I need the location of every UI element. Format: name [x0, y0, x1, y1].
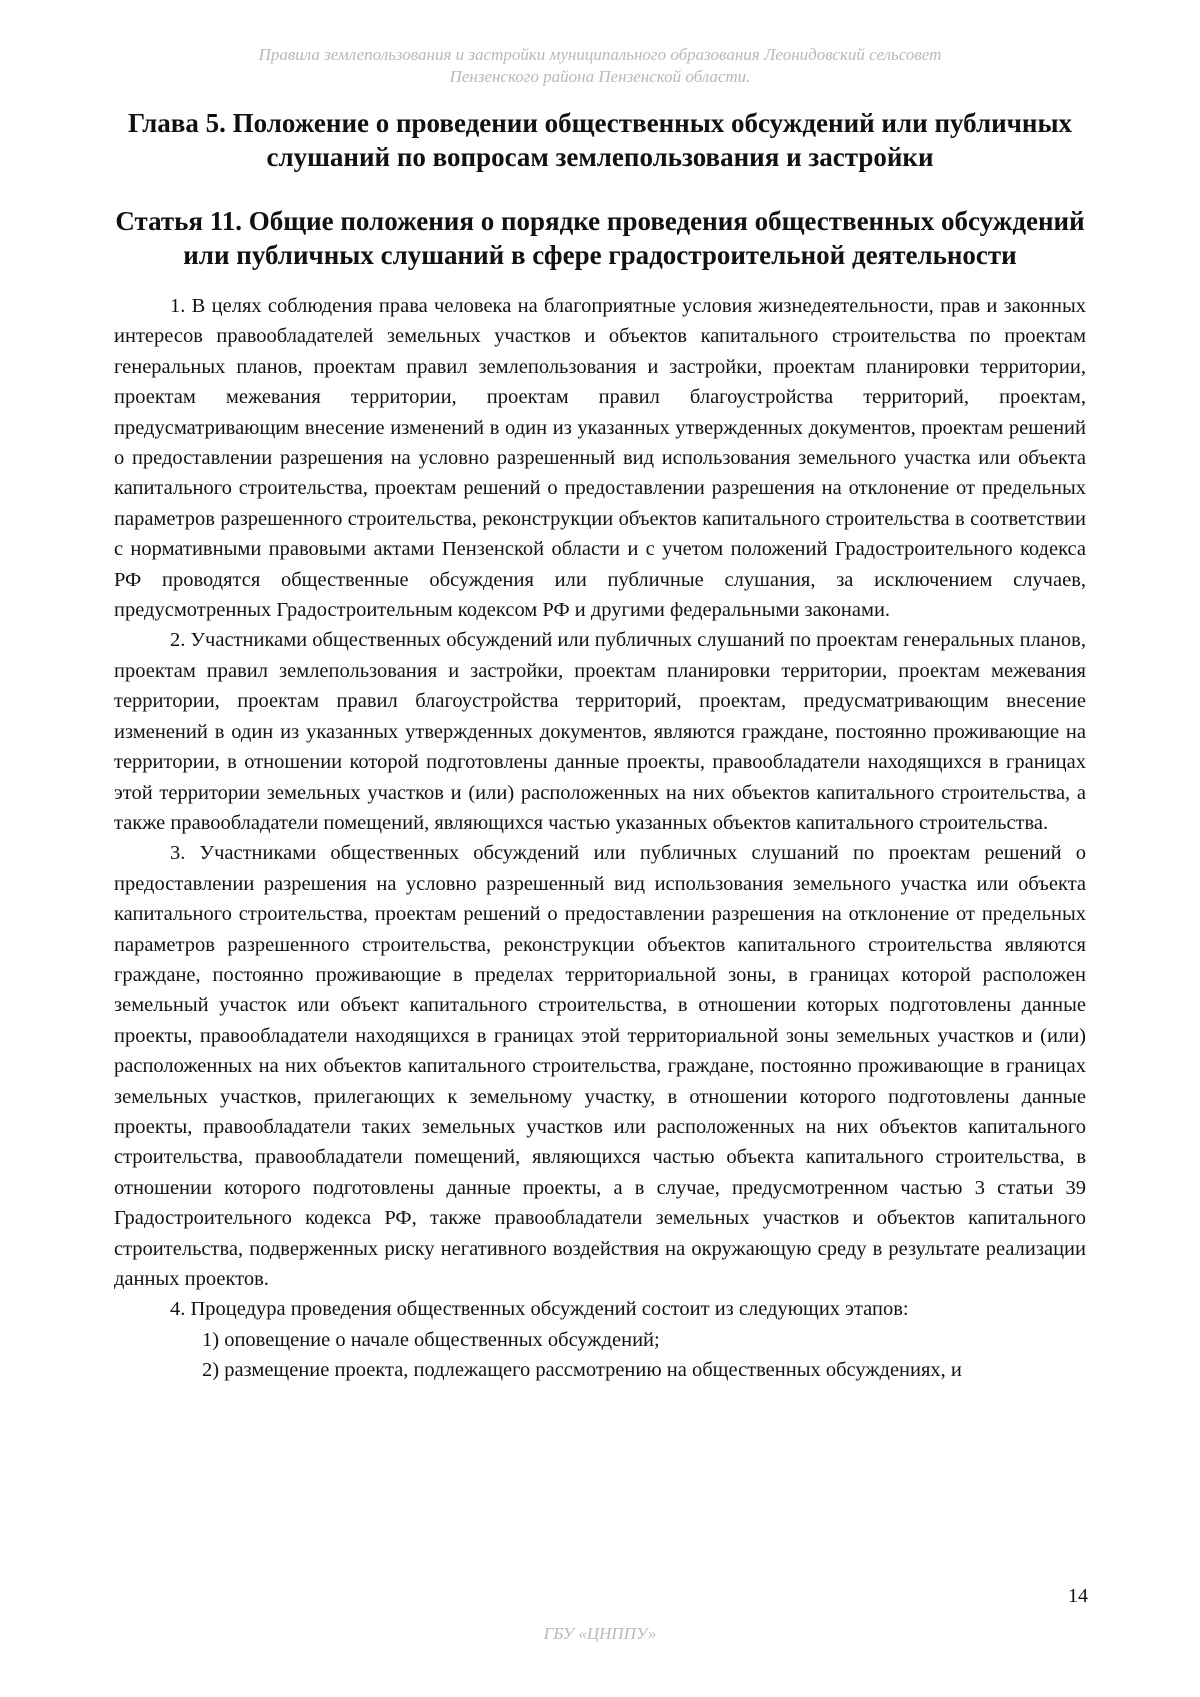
paragraph-4: 4. Процедура проведения общественных обсуждений состоит из следующих этапов: — [170, 1298, 909, 1321]
paragraph-3: 3. Участниками общественных обсуждений или публичных слушаний по проектам решений о предоставлении разрешения на условно разрешенный вид использования земельного участка или объекта капитального строительства, проектам решений о предоставлении разрешения на отклонение от предельных параметров разрешенного строительства, реконструкции объектов капитального строительства являются граждане, постоянно проживающие в пределах территориальной зоны, в границах которой расположен земельный участок или объект капитального строительства, в отношении которых подготовлены данные проекты, правообладатели находящихся в границах этой территориальной зоны земельных участков и (или) расположенных на них объектов капитального строительства, граждане, постоянно проживающие в границах земельных участков, прилегающих к земельному участку, в отношении которого подготовлены данные проекты, правообладатели таких земельных участков или расположенных на них объектов капитального строительства, правообладатели помещений, являющихся частью объекта капитального строительства, в отношении которого подготовлены данные проекты, а в случае, предусмотренном частью 3 статьи 39 Градостроительного кодекса РФ, также правообладатели земельных участков и объектов капитального строительства, подверженных риску негативного воздействия на окружающую среду в результате реализации данных проектов. — [114, 842, 1086, 1290]
article-title: Статья 11. Общие положения о порядке проведения общественных обсуждений или публичных слушаний в сфере градостроительной деятельности — [115, 206, 1085, 270]
chapter-title: Глава 5. Положение о проведении общественных обсуждений или публичных слушаний по вопросам землепользования и застройки — [127, 108, 1073, 172]
running-header-line-2: Пензенского района Пензенской области. — [449, 67, 751, 86]
list-item-2: 2) размещение проекта, подлежащего рассмотрению на общественных обсуждениях, и — [202, 1359, 962, 1382]
page-number: 14 — [1068, 1585, 1088, 1607]
running-header-line-1: Правила землепользования и застройки муниципального образования Леонидовский сельсовет — [258, 45, 942, 64]
article-body — [114, 291, 1086, 1386]
paragraph-2: 2. Участниками общественных обсуждений или публичных слушаний по проектам генеральных планов, проектам правил землепользования и застройки, проектам планировки территории, проектам межевания территории, проектам правил благоустройства территорий, проектам, предусматривающим внесение изменений в один из указанных утвержденных документов, являются граждане, постоянно проживающие на территории, в отношении которой подготовлены данные проекты, правообладатели находящихся в границах этой территории земельных участков и (или) расположенных на них объектов капитального строительства, а также правообладатели помещений, являющихся частью указанных объектов капитального строительства. — [114, 629, 1086, 834]
running-footer: ГБУ «ЦНППУ» — [543, 1624, 657, 1643]
list-item-1: 1) оповещение о начале общественных обсуждений; — [202, 1328, 660, 1351]
running-header — [150, 44, 1050, 88]
paragraph-1: 1. В целях соблюдения права человека на благоприятные условия жизнедеятельности, прав и законных интересов правообладателей земельных участков и объектов капитального строительства по проектам генеральных планов, проектам правил землепользования и застройки, проектам планировки территории, проектам межевания территории, проектам правил благоустройства территорий, проектам, предусматривающим внесение изменений в один из указанных утвержденных документов, проектам решений о предоставлении разрешения на условно разрешенный вид использования земельного участка или объекта капитального строительства, проектам решений о предоставлении разрешения на отклонение от предельных параметров разрешенного строительства, реконструкции объектов капитального строительства в соответствии с нормативными правовыми актами Пензенской области и с учетом положений Градостроительного кодекса РФ проводятся общественные обсуждения или публичные слушания, за исключением случаев, предусмотренных Градостроительным кодексом РФ и другими федеральными законами. — [114, 295, 1086, 622]
